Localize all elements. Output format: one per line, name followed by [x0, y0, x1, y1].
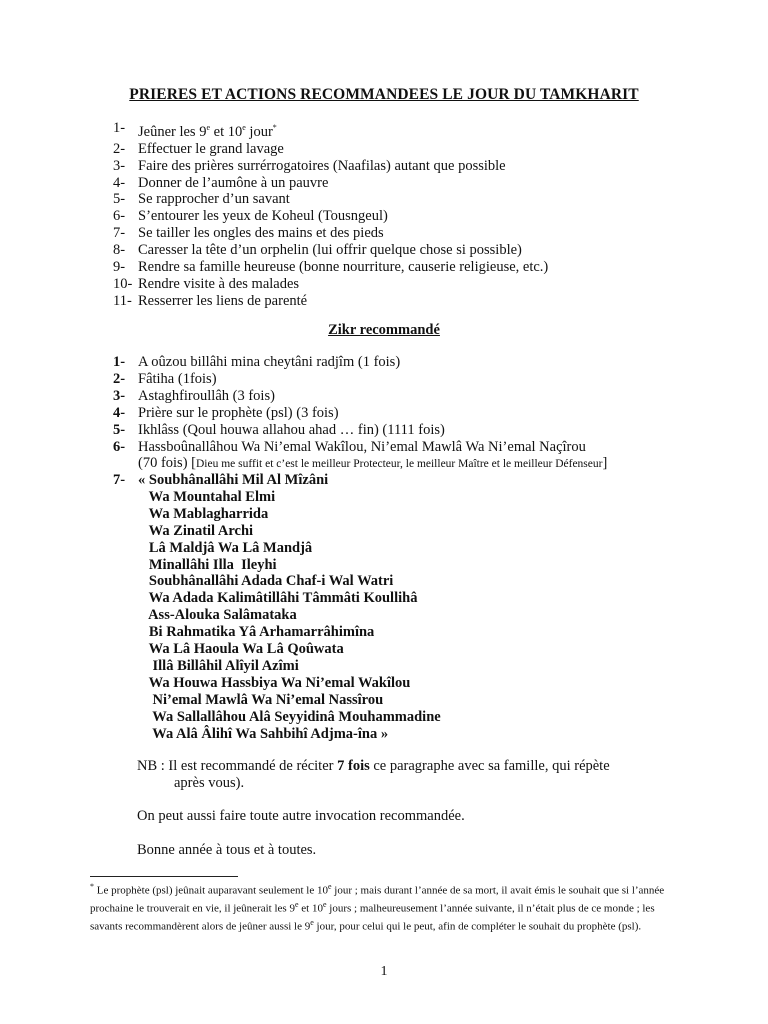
- list-item-number: 11-: [113, 292, 132, 309]
- list-item-text: Rendre sa famille heureuse (bonne nourriture, causerie religieuse, etc.): [138, 259, 549, 276]
- list-item-text: Rendre visite à des malades: [138, 275, 300, 292]
- list-item: [113, 141, 548, 158]
- invocation-line: Wa Zinatil Archi: [138, 522, 254, 539]
- list-item-text: Se tailler les ongles des mains et des pieds: [138, 225, 384, 242]
- list-item-text: Caresser la tête d’un orphelin (lui offrir quelque chose si possible): [138, 242, 522, 259]
- invocation-line: Wa Alâ Âlihî Wa Sahbihî Adjma-îna »: [138, 725, 389, 742]
- invocation-line: 7- « Soubhânallâhi Mil Al Mîzâni: [113, 472, 329, 488]
- list-item-number: 4-: [113, 404, 126, 421]
- list-item-text: Resserrer les liens de parenté: [138, 292, 308, 309]
- nb-note: NB : Il est recommandé de réciter 7 fois ce paragraphe avec sa famille, qui répète après vous).: [137, 758, 610, 791]
- list-item-number: 2-: [113, 140, 126, 157]
- list-item: [113, 388, 607, 405]
- list-item: [113, 225, 548, 242]
- list-item: [113, 439, 607, 456]
- list-item-text: Hassboûnallâhou Wa Ni’emal Wakîlou, Ni’emal Mawlâ Wa Ni’emal Naçîrou: [138, 438, 586, 455]
- list-item-text: Astaghfiroullâh (3 fois): [138, 387, 275, 404]
- page-number: 1: [380, 964, 388, 979]
- list-item: [113, 371, 607, 388]
- footnote-reference: *: [272, 123, 277, 132]
- invocation-line: Wa Lâ Haoula Wa Lâ Qoûwata: [138, 641, 344, 658]
- list-item: [113, 422, 607, 439]
- list-item: [113, 354, 607, 371]
- invocation-line: Ass-Alouka Salâmataka: [138, 607, 297, 624]
- list-item-number: 1-: [113, 354, 126, 370]
- list-item-number: 2-: [113, 370, 126, 387]
- invocation-line: Wa Mountahal Elmi: [138, 488, 276, 505]
- footnote-marker: *: [90, 882, 94, 891]
- list-item-number: 6-: [113, 208, 126, 225]
- invocation-line: Wa Sallallâhou Alâ Seyyidinâ Mouhammadine: [138, 708, 441, 725]
- list-item-number: 9-: [113, 259, 126, 276]
- list-item-text: Jeûner les 9e et 10e jour*: [138, 123, 277, 140]
- list-item: [113, 208, 548, 225]
- list-item-number: 7-: [113, 225, 126, 242]
- list-item-number: 8-: [113, 242, 126, 259]
- list-item-number: 5-: [113, 421, 126, 438]
- list-item: [113, 293, 548, 310]
- list-item: [113, 405, 607, 422]
- list-item-text: S’entourer les yeux de Koheul (Tousngeul): [138, 208, 388, 225]
- invocation-line: Wa Houwa Hassbiya Wa Ni’emal Wakîlou: [138, 674, 411, 691]
- zikr-section-title: Zikr recommandé: [328, 322, 440, 338]
- invocation-line: Illâ Billâhil Alîyil Azîmi: [138, 657, 299, 674]
- invocation-line: Soubhânallâhi Adada Chaf-i Wal Watri: [138, 573, 394, 590]
- translation-text: Dieu me suffit et c’est le meilleur Protecteur, le meilleur Maître et le meilleur Défenseur: [196, 458, 603, 471]
- list-item: [113, 276, 548, 293]
- zikr-list: [113, 354, 607, 473]
- invocation-line: Ni’emal Mawlâ Wa Ni’emal Nassîrou: [138, 691, 384, 708]
- list-item-number: 5-: [113, 191, 126, 208]
- list-item-text: Ikhlâss (Qoul houwa allahou ahad … fin) (1111 fois): [138, 421, 445, 438]
- footnote-divider: [90, 876, 238, 877]
- list-item-number: 6-: [113, 438, 126, 455]
- page-title: PRIERES ET ACTIONS RECOMMANDEES LE JOUR DU TAMKHARIT: [129, 86, 639, 103]
- list-item-number: 3-: [113, 387, 126, 404]
- list-item-number: 4-: [113, 174, 126, 191]
- list-item-text: Donner de l’aumône à un pauvre: [138, 174, 329, 191]
- list-item: [113, 191, 548, 208]
- paragraph: On peut aussi faire toute autre invocation recommandée.: [137, 808, 465, 824]
- list-item-text: Prière sur le prophète (psl) (3 fois): [138, 404, 339, 421]
- list-item: [113, 175, 548, 192]
- list-item-text: Effectuer le grand lavage: [138, 140, 284, 157]
- list-item: [113, 158, 548, 175]
- actions-list: [113, 120, 548, 310]
- list-item-text: Se rapprocher d’un savant: [138, 191, 290, 208]
- list-item: [113, 259, 548, 276]
- invocation-line: Wa Mablagharrida: [138, 505, 269, 522]
- invocation-line: Minallâhi Illa Ileyhi: [138, 556, 277, 573]
- invocation-line: Wa Adada Kalimâtillâhi Tâmmâti Koullihâ: [138, 590, 418, 607]
- list-item-text: A oûzou billâhi mina cheytâni radjîm (1 fois): [138, 354, 401, 370]
- list-item: [113, 242, 548, 259]
- list-item-number: 3-: [113, 157, 126, 174]
- invocation-block: [113, 472, 441, 743]
- list-item-text: Fâtiha (1fois): [138, 370, 217, 387]
- list-item-number: 1-: [113, 120, 126, 136]
- footnote: * Le prophète (psl) jeûnait auparavant seulement le 10e jour ; mais durant l’année de sa mort, il avait émis le souhait que si l’année prochaine le trouverait en vie, il jeûnerait les 9e et 10e jours ; malheureusement l’année suivante, il n’était plus de ce monde ; les savants recommandèrent alors de jeûner aussi le 9e jour, pour celui qui le peut, afin de compléter le souhait du prophète (psl).: [90, 882, 665, 933]
- list-item-number: 7-: [113, 472, 126, 488]
- list-item: [113, 120, 548, 141]
- list-item-number: 10-: [113, 275, 133, 292]
- list-item-text: Faire des prières surrérrogatoires (Naafilas) autant que possible: [138, 157, 506, 174]
- invocation-line: Bi Rahmatika Yâ Arhamarrâhimîna: [138, 624, 375, 641]
- list-item-continuation: (70 fois) [Dieu me suffit et c’est le meilleur Protecteur, le meilleur Maître et le meilleur Défenseur]: [138, 455, 608, 472]
- closing-greeting: Bonne année à tous et à toutes.: [137, 842, 317, 858]
- invocation-line: Lâ Maldjâ Wa Lâ Mandjâ: [138, 539, 313, 556]
